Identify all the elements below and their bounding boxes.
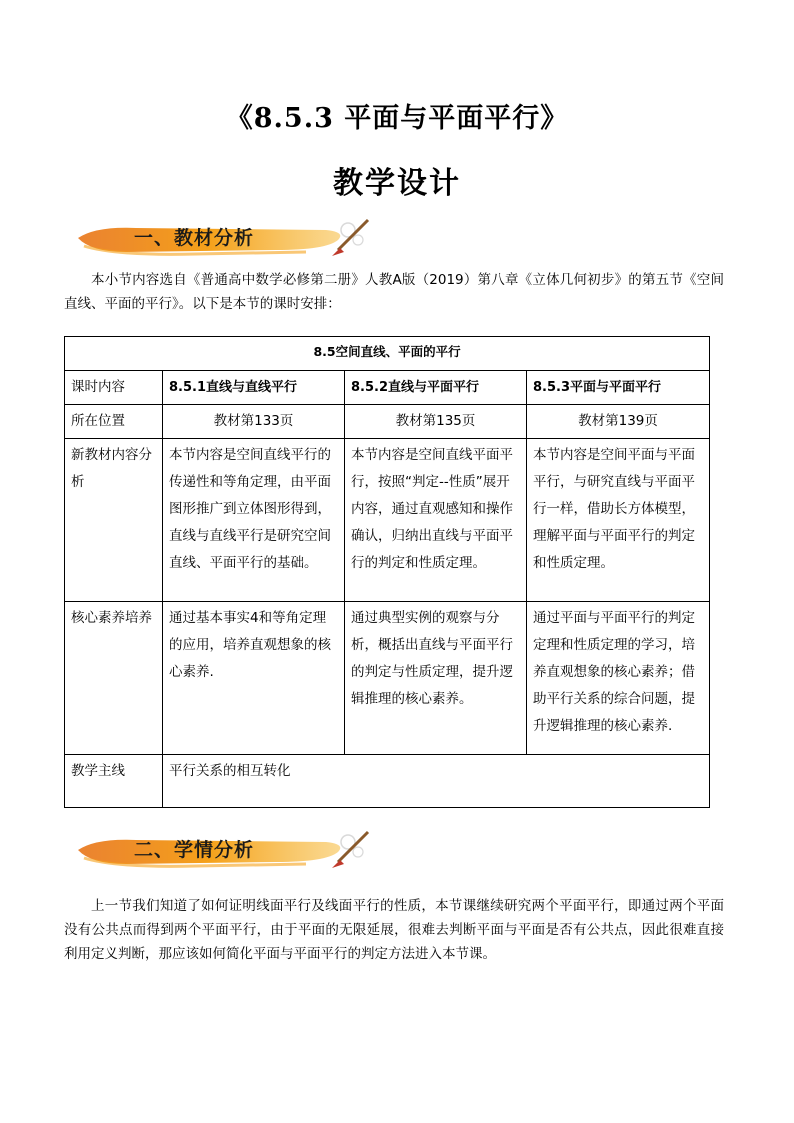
table-cell: 本节内容是空间直线平行的传递性和等角定理，由平面图形推广到立体图形得到，直线与直线平行是研究空间直线、平面平行的基础。 xyxy=(163,439,345,602)
table-cell: 8.5.2直线与平面平行 xyxy=(345,371,527,405)
table-cell: 通过平面与平面平行的判定定理和性质定理的学习，培养直观想象的核心素养；借助平行关系的综合问题，提升逻辑推理的核心素养. xyxy=(527,602,710,755)
document-subtitle: 教学设计 xyxy=(333,166,461,201)
table-cell: 8.5.1直线与直线平行 xyxy=(163,371,345,405)
table-cell: 平行关系的相互转化 xyxy=(163,755,710,808)
learner-analysis-paragraph: 上一节我们知道了如何证明线面平行及线面平行的性质，本节课继续研究两个平面平行，即通过两个平面没有公共点而得到两个平面平行，由于平面的无限延展，很难去判断平面与平面是否有公共点，因此很难直接利用定义判断，那应该如何简化平面与平面平行的判定方法进入本节课。 xyxy=(64,898,724,962)
table-cell: 新教材内容分析 xyxy=(65,439,163,602)
document-title: 《8.5.3 平面与平面平行》 xyxy=(225,103,569,134)
section-heading-1: 一、教材分析 xyxy=(134,227,255,249)
table-cell: 教材第135页 xyxy=(345,405,527,439)
table-cell: 教材第133页 xyxy=(163,405,345,439)
table-cell: 8.5.3平面与平面平行 xyxy=(527,371,710,405)
section-banner-1 xyxy=(76,216,376,262)
lesson-schedule-table xyxy=(64,336,710,808)
section-banner-2 xyxy=(76,828,376,874)
table-cell: 通过基本事实4和等角定理的应用，培养直观想象的核心素养. xyxy=(163,602,345,755)
table-cell: 所在位置 xyxy=(65,405,163,439)
table-cell: 核心素养培养 xyxy=(65,602,163,755)
intro-paragraph: 本小节内容选自《普通高中数学必修第二册》人教A版（2019）第八章《立体几何初步》的第五节《空间直线、平面的平行》。以下是本节的课时安排： xyxy=(64,272,724,312)
table-cell: 本节内容是空间直线平面平行，按照“判定--性质”展开内容，通过直观感知和操作确认，归纳出直线与平面平行的判定和性质定理。 xyxy=(345,439,527,602)
table-cell: 教学主线 xyxy=(65,755,163,808)
table-cell: 本节内容是空间平面与平面平行，与研究直线与平面平行一样，借助长方体模型，理解平面与平面平行的判定和性质定理。 xyxy=(527,439,710,602)
table-cell: 课时内容 xyxy=(65,371,163,405)
table-cell: 通过典型实例的观察与分析，概括出直线与平面平行的判定与性质定理，提升逻辑推理的核心素养。 xyxy=(345,602,527,755)
table-caption: 8.5空间直线、平面的平行 xyxy=(65,337,710,371)
table-cell: 教材第139页 xyxy=(527,405,710,439)
section-heading-2: 二、学情分析 xyxy=(134,839,255,861)
